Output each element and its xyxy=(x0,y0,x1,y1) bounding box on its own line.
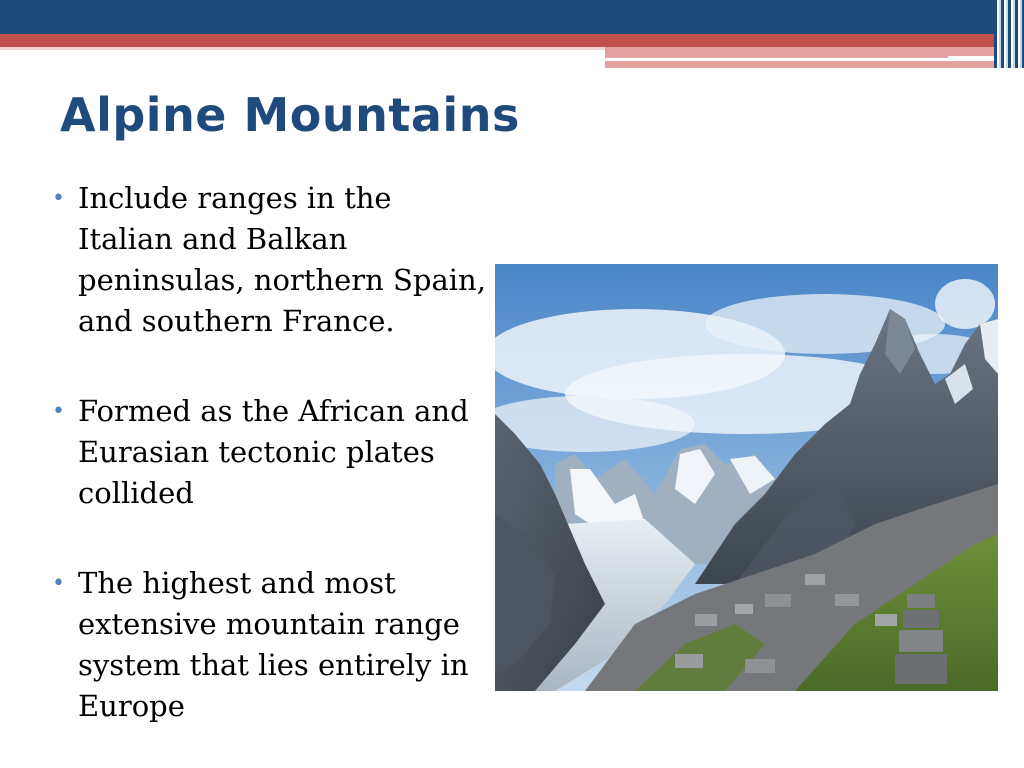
bullet-text: Include ranges in the Italian and Balkan peninsulas, northern Spain, and southern France. xyxy=(78,181,486,338)
header-band-gap xyxy=(948,56,1000,61)
mountain-photo xyxy=(495,264,998,691)
header-band-red xyxy=(0,34,1000,47)
bullet-icon: • xyxy=(52,186,65,211)
bullet-item xyxy=(48,391,488,514)
mountain-landscape-icon xyxy=(495,264,998,691)
slide-title: Alpine Mountains xyxy=(60,88,520,142)
header-stripes xyxy=(994,0,1024,68)
bullet-icon: • xyxy=(52,399,65,424)
bullet-icon: • xyxy=(52,571,65,596)
header-band-blue xyxy=(0,0,1024,34)
bullet-list xyxy=(48,178,488,768)
bullet-item xyxy=(48,563,488,727)
bullet-item xyxy=(48,178,488,342)
header-band-red-light xyxy=(605,47,1000,58)
bullet-text: The highest and most extensive mountain range system that lies entirely in Europe xyxy=(78,566,469,723)
header-band-red-light-lower xyxy=(605,61,1000,68)
header-band-highlight xyxy=(0,47,605,50)
bullet-text: Formed as the African and Eurasian tectonic plates collided xyxy=(78,394,469,510)
